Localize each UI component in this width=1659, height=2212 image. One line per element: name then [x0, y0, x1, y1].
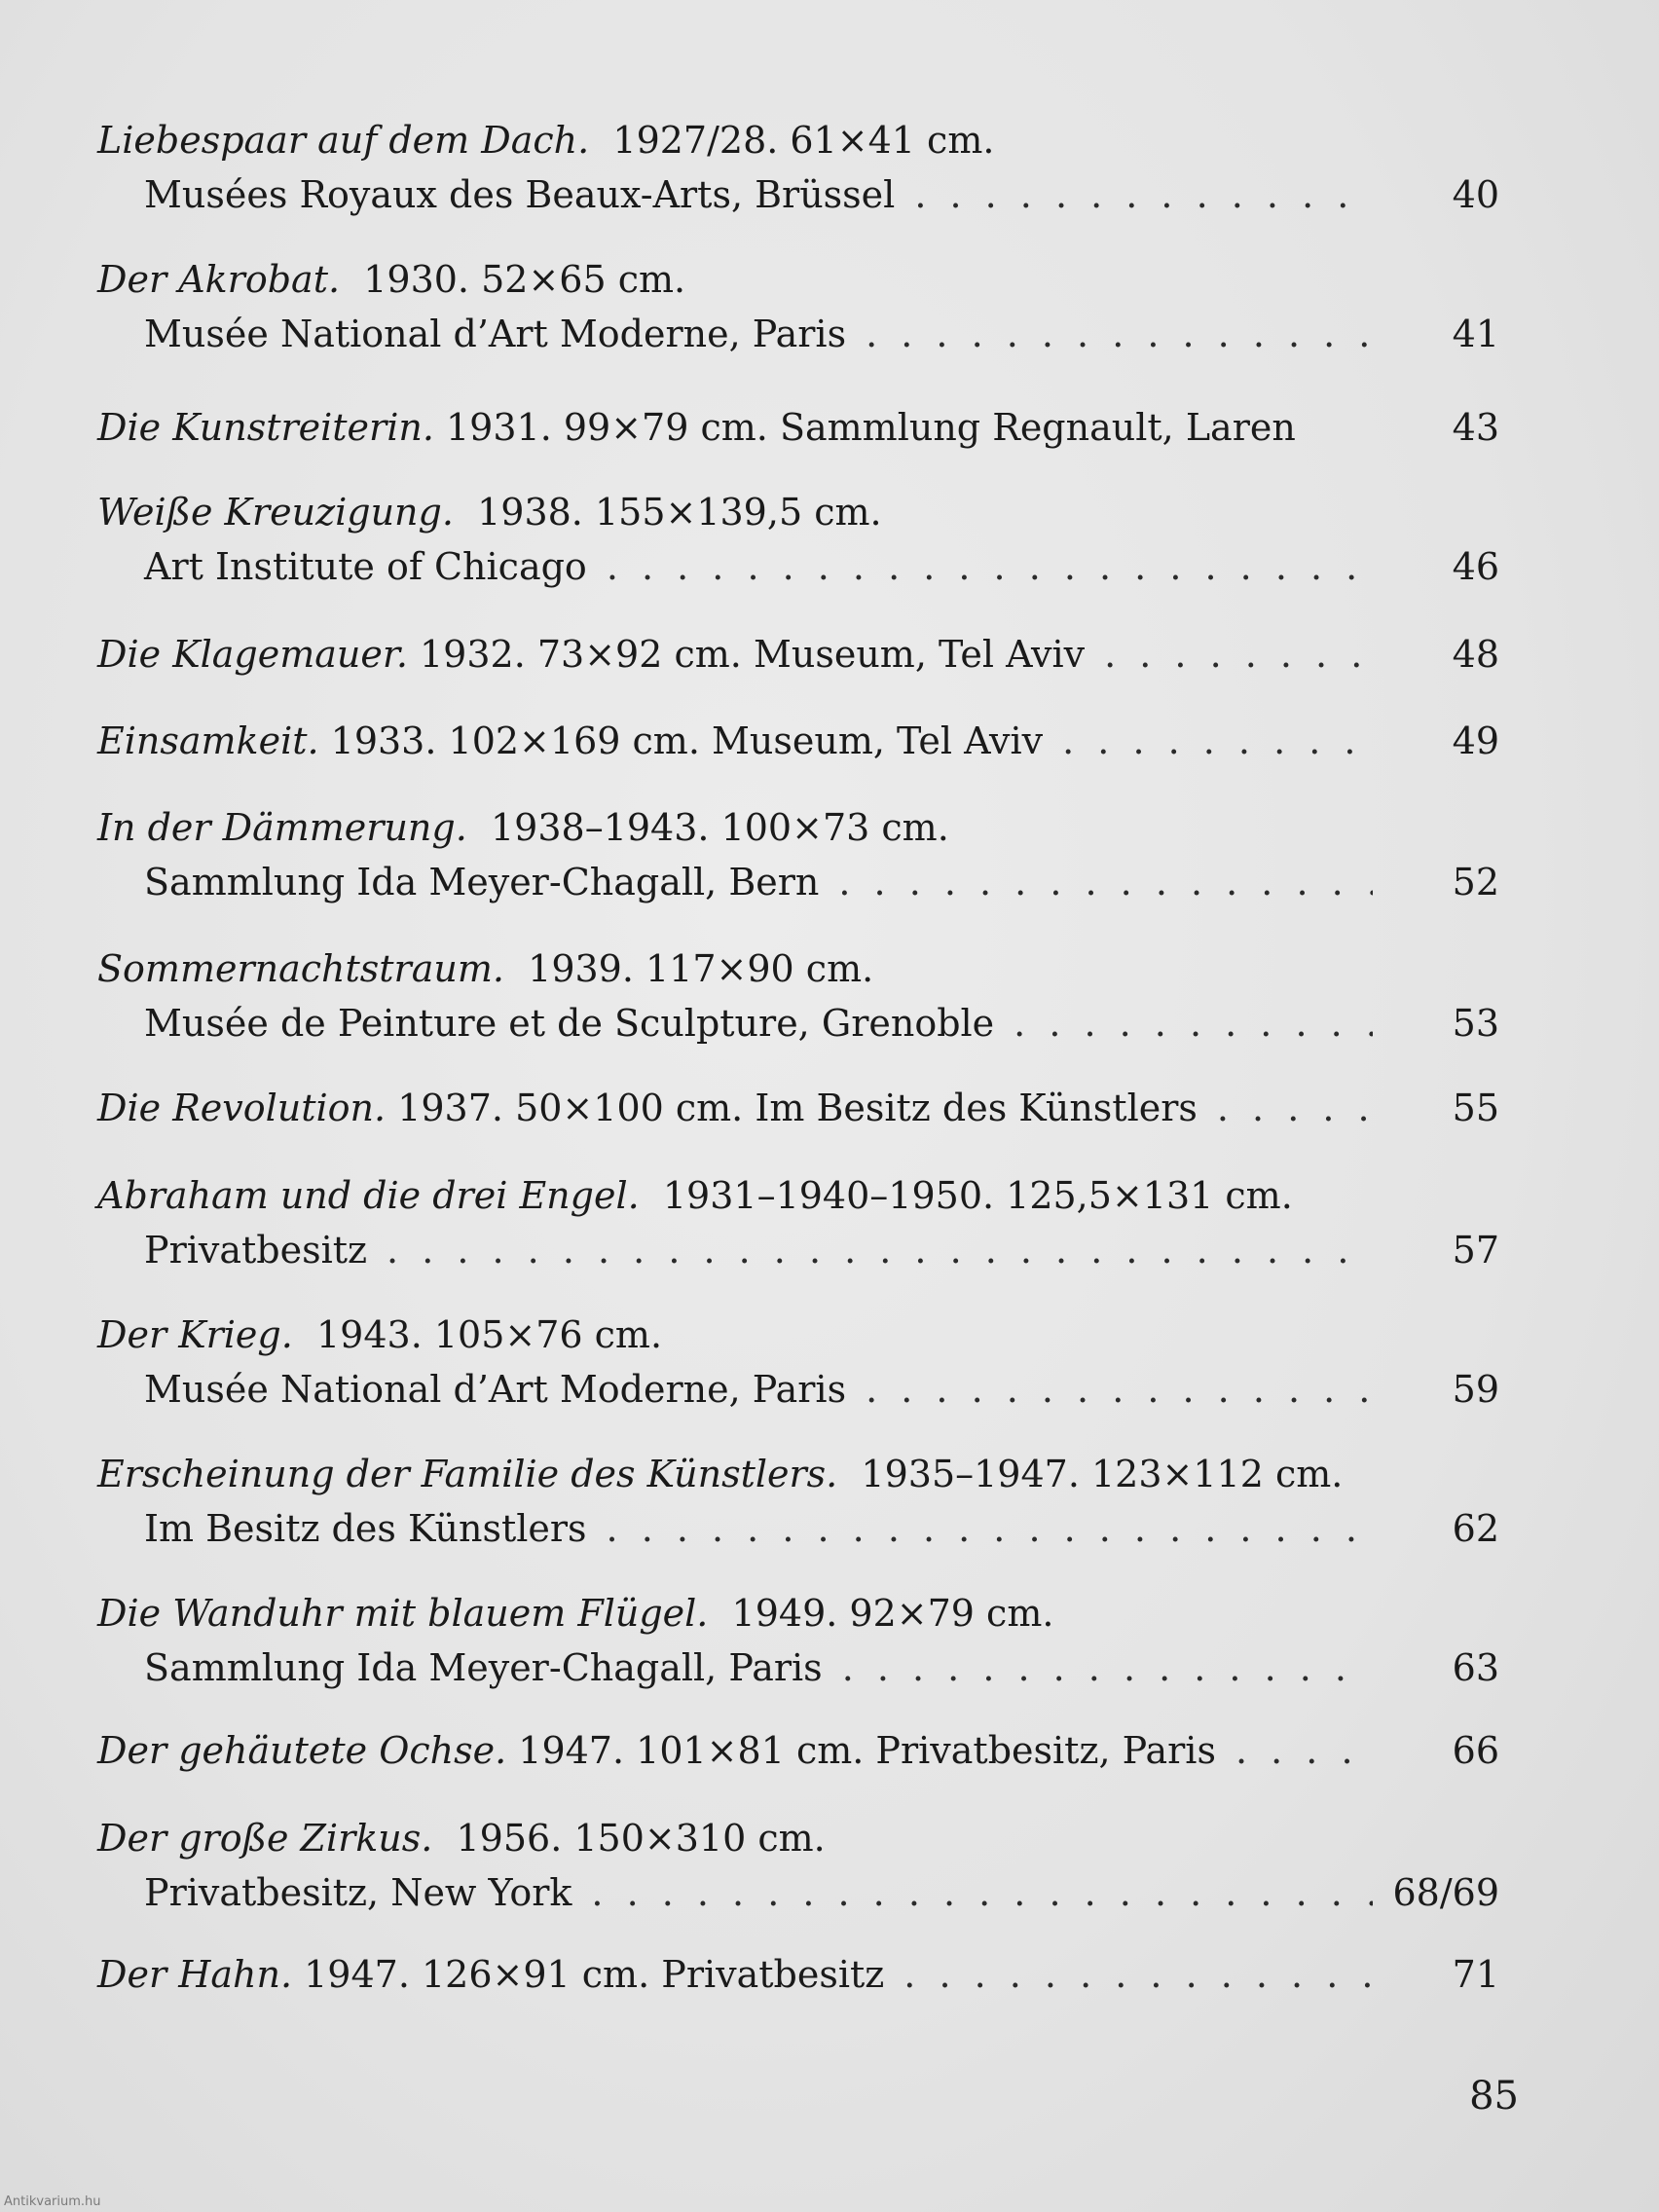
entry-title: Einsamkeit.: [97, 719, 331, 762]
entry-location-line: [97, 1223, 1499, 1277]
entry-page: 63: [1452, 1646, 1499, 1689]
entry-details: 1943. 105×76 cm.: [315, 1313, 663, 1356]
entry-page: 71: [1452, 1953, 1499, 1996]
entry-details: 1930. 52×65 cm.: [363, 258, 686, 301]
list-item: [97, 714, 1499, 768]
dot-leader: [842, 1641, 1373, 1695]
entry-details: 1947. 101×81 cm. Privatbesitz, Paris: [518, 1729, 1216, 1772]
entry-title: Der Krieg.: [97, 1313, 305, 1356]
entry-heading: [97, 800, 1499, 855]
entry-details: 1949. 92×79 cm.: [731, 1592, 1054, 1635]
dot-leader: [1014, 996, 1373, 1051]
entry-heading: [97, 1168, 1499, 1223]
entry-location: Musée National d’Art Moderne, Paris: [144, 313, 847, 355]
entry-heading: [97, 252, 1499, 307]
entry-location: Sammlung Ida Meyer-Chagall, Bern: [144, 861, 820, 903]
list-item: [97, 1308, 1499, 1417]
entry-title: In der Dämmerung.: [97, 806, 479, 849]
list-item: [97, 1447, 1499, 1556]
entry-page: 49: [1452, 719, 1499, 762]
entry-location: Privatbesitz, New York: [144, 1871, 572, 1914]
entry-heading: [97, 1947, 1499, 2002]
entry-location-line: [97, 1641, 1499, 1695]
entry-title: Die Revolution.: [97, 1087, 398, 1129]
entry-heading: [97, 714, 1499, 768]
entry-location-line: [97, 307, 1499, 361]
entry-title: Der große Zirkus.: [97, 1817, 445, 1860]
entry-location-line: [97, 539, 1499, 594]
entry-location-line: [97, 855, 1499, 909]
entry-location: Musée de Peinture et de Sculpture, Grenoble: [144, 1002, 995, 1045]
entry-page: 55: [1452, 1087, 1499, 1129]
entry-location-line: [97, 1865, 1499, 1920]
entry-heading: [97, 400, 1499, 455]
entry-details: 1932. 73×92 cm. Museum, Tel Aviv: [420, 633, 1086, 676]
entry-details: 1956. 150×310 cm.: [456, 1817, 826, 1860]
entry-title: Abraham und die drei Engel.: [97, 1174, 651, 1217]
entry-title: Liebespaar auf dem Dach.: [97, 119, 602, 162]
entry-title: Die Klagemauer.: [97, 633, 420, 676]
dot-leader: [1062, 714, 1373, 768]
entry-location-line: [97, 1501, 1499, 1556]
entry-location-line: [97, 996, 1499, 1051]
dot-leader: [866, 1362, 1373, 1417]
watermark: Antikvarium.hu: [4, 2194, 101, 2209]
list-item: [97, 252, 1499, 361]
list-item: [97, 113, 1499, 222]
entry-title: Die Wanduhr mit blauem Flügel.: [97, 1592, 720, 1635]
entry-details: 1931. 99×79 cm. Sammlung Regnault, Laren: [445, 406, 1296, 449]
list-item: [97, 941, 1499, 1051]
dot-leader: [607, 539, 1373, 594]
entry-page: 59: [1452, 1368, 1499, 1411]
entry-page: 68/69: [1392, 1871, 1499, 1914]
entry-title: Weiße Kreuzigung.: [97, 491, 465, 534]
entry-title: Der Akrobat.: [97, 258, 352, 301]
dot-leader: [914, 167, 1373, 222]
entry-heading: [97, 941, 1499, 996]
dot-leader: [591, 1865, 1373, 1920]
entry-heading: [97, 1081, 1499, 1135]
entry-location-line: [97, 1362, 1499, 1417]
entry-location: Musées Royaux des Beaux-Arts, Brüssel: [144, 173, 896, 216]
dot-leader: [838, 855, 1373, 909]
entry-location: Privatbesitz: [144, 1229, 368, 1272]
entry-location: Musée National d’Art Moderne, Paris: [144, 1368, 847, 1411]
list-item: [97, 800, 1499, 909]
entry-page: 62: [1452, 1507, 1499, 1550]
entry-details: 1938–1943. 100×73 cm.: [491, 806, 949, 849]
entry-location-line: [97, 167, 1499, 222]
entry-details: 1931–1940–1950. 125,5×131 cm.: [662, 1174, 1293, 1217]
list-item: [97, 485, 1499, 594]
dot-leader: [1235, 1723, 1373, 1778]
entry-location: Art Institute of Chicago: [144, 545, 587, 588]
entry-details: 1935–1947. 123×112 cm.: [861, 1453, 1344, 1495]
entry-heading: [97, 1308, 1499, 1362]
entry-heading: [97, 1586, 1499, 1641]
entry-details: 1939. 117×90 cm.: [528, 947, 874, 990]
entry-page: 66: [1452, 1729, 1499, 1772]
list-item: [97, 1811, 1499, 1920]
list-item: [97, 627, 1499, 682]
entry-heading: [97, 1811, 1499, 1865]
entry-details: 1937. 50×100 cm. Im Besitz des Künstlers: [397, 1087, 1198, 1129]
entry-heading: [97, 1447, 1499, 1501]
entry-page: 53: [1452, 1002, 1499, 1045]
entry-title: Erscheinung der Familie des Künstlers.: [97, 1453, 850, 1495]
entry-page: 46: [1452, 545, 1499, 588]
entry-heading: [97, 1723, 1499, 1778]
list-item: [97, 1081, 1499, 1135]
dot-leader: [607, 1501, 1373, 1556]
dot-leader: [866, 307, 1373, 361]
list-item: [97, 1947, 1499, 2002]
entry-location: Im Besitz des Künstlers: [144, 1507, 587, 1550]
list-item: [97, 400, 1499, 455]
entry-heading: [97, 627, 1499, 682]
dot-leader: [903, 1947, 1373, 2002]
entry-page: 43: [1452, 406, 1499, 449]
dot-leader: [1217, 1081, 1373, 1135]
entry-location: Sammlung Ida Meyer-Chagall, Paris: [144, 1646, 823, 1689]
entry-page: 57: [1452, 1229, 1499, 1272]
entry-title: Sommernachtstraum.: [97, 947, 517, 990]
entry-details: 1933. 102×169 cm. Museum, Tel Aviv: [330, 719, 1044, 762]
entry-page: 52: [1452, 861, 1499, 903]
entry-heading: [97, 113, 1499, 167]
entry-heading: [97, 485, 1499, 539]
entry-details: 1927/28. 61×41 cm.: [612, 119, 995, 162]
dot-leader: [387, 1223, 1373, 1277]
entry-title: Die Kunstreiterin.: [97, 406, 446, 449]
entry-page: 40: [1452, 173, 1499, 216]
list-item: [97, 1723, 1499, 1778]
entry-page: 48: [1452, 633, 1499, 676]
entry-title: Der Hahn.: [97, 1953, 305, 1996]
entry-details: 1947. 126×91 cm. Privatbesitz: [304, 1953, 885, 1996]
dot-leader: [1104, 627, 1373, 682]
list-item: [97, 1168, 1499, 1277]
entry-details: 1938. 155×139,5 cm.: [477, 491, 882, 534]
page-number: 85: [1469, 2074, 1519, 2119]
entry-page: 41: [1452, 313, 1499, 355]
list-item: [97, 1586, 1499, 1695]
entry-title: Der gehäutete Ochse.: [97, 1729, 519, 1772]
